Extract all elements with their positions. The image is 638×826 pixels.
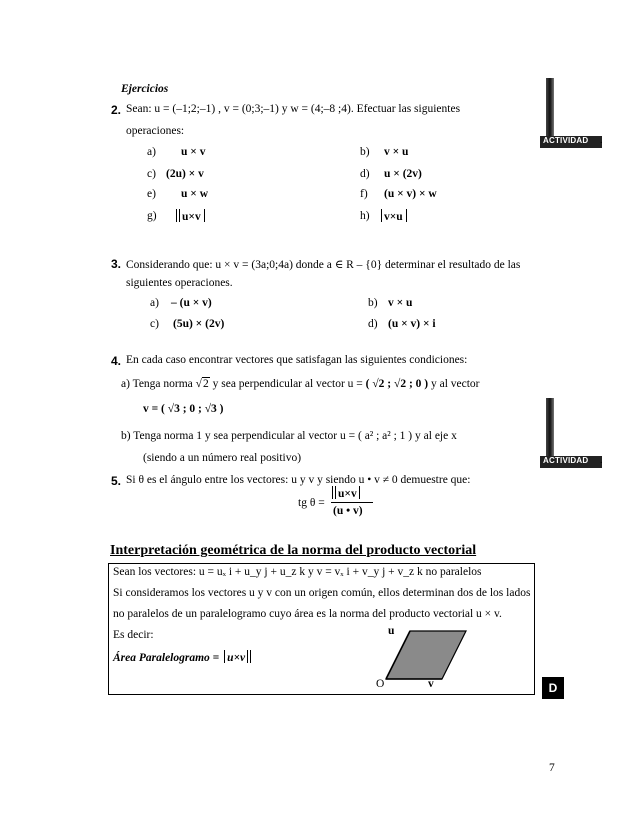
item-expr: (u × v) × w [384,188,437,200]
item-label: b) [360,146,370,158]
parallelogram-figure [370,625,480,685]
item-expr: v × u [384,146,409,158]
box-text: Si consideramos los vectores u y v con un origen común, ellos determinan dos de los lados [113,587,531,599]
item-label: f) [360,188,368,200]
box-text: no paralelos de un paralelogramo cuyo área es la norma del producto vectorial u × v. [113,608,502,620]
item-expr: – (u × v) [171,297,212,309]
exercise-number: 4. [111,354,122,368]
section-title: Interpretación geométrica de la norma del producto vectorial [110,543,477,558]
badge-label: ACTIVIDAD [543,136,589,145]
box-text: Es decir: [113,629,154,641]
item-label: d) [360,168,370,180]
activity-badge [540,398,602,470]
page-number: 7 [549,762,555,774]
exercise-4b-line: b) Tenga norma 1 y sea perpendicular al vector u = ( a² ; a² ; 1 ) y al eje x [121,430,457,442]
box-text: Sean los vectores: u = uₓ i + u_y j + u_z k y v = vₓ i + v_y j + v_z k no paralelos [113,566,482,578]
exercise-number: 2. [111,103,122,117]
exercise-text: Sean: u = (–1;2;–1) , v = (0;3;–1) y w = (4;–8 ;4). Efectuar las siguientes [126,103,461,115]
exercise-4a-vector: v = ( √3 ; 0 ; √3 ) [143,403,224,415]
item-label: a) [150,297,159,309]
item-expr: v×u [379,209,409,223]
item-label: e) [147,188,156,200]
activity-badge [540,78,602,150]
section-tab-d: D [542,677,564,699]
fraction-line [331,502,373,503]
exercise-number: 3. [111,257,122,271]
exercise-text: Si θ es el ángulo entre los vectores: u y v y siendo u • v ≠ 0 demuestre que: [126,474,471,486]
item-expr: (2u) × v [166,168,204,180]
figure-label-v: v [428,678,434,690]
item-label: c) [150,318,159,330]
item-expr: u × v [181,146,206,158]
item-label: g) [147,210,157,222]
exercise-note: (siendo a un número real positivo) [143,452,302,464]
figure-label-o: O [376,678,385,690]
badge-post-icon [546,398,554,456]
formula-numerator: u×v [330,486,362,500]
figure-label-u: u [388,625,395,637]
exercise-text: En cada caso encontrar vectores que satisfagan las siguientes condiciones: [126,354,468,366]
item-label: d) [368,318,378,330]
exercise-number: 5. [111,474,122,488]
exercise-text: operaciones: [126,125,185,137]
item-label: h) [360,210,370,222]
item-expr: u × w [181,188,209,200]
item-expr: (5u) × (2v) [173,318,225,330]
formula-lhs: tg θ = [298,497,325,509]
item-expr: u×v [174,209,207,223]
exercise-4a-line: a) Tenga norma √2 y sea perpendicular al vector u = ( √2 ; √2 ; 0 ) y al vector [121,378,480,390]
item-label: a) [147,146,156,158]
item-label: b) [368,297,378,309]
area-formula: Área Paralelogramo = u×v [113,650,253,664]
badge-label: ACTIVIDAD [543,456,589,465]
item-expr: (u × v) × i [388,318,436,330]
exercise-text: siguientes operaciones. [126,277,233,289]
item-label: c) [147,168,156,180]
section-heading: Ejercicios [121,83,169,95]
item-expr: v × u [388,297,413,309]
formula-denominator: (u • v) [333,505,363,517]
exercise-text: Considerando que: u × v = (3a;0;4a) donde a ∈ R – {0} determinar el resultado de las [126,259,521,271]
badge-post-icon [546,78,554,136]
item-expr: u × (2v) [384,168,422,180]
